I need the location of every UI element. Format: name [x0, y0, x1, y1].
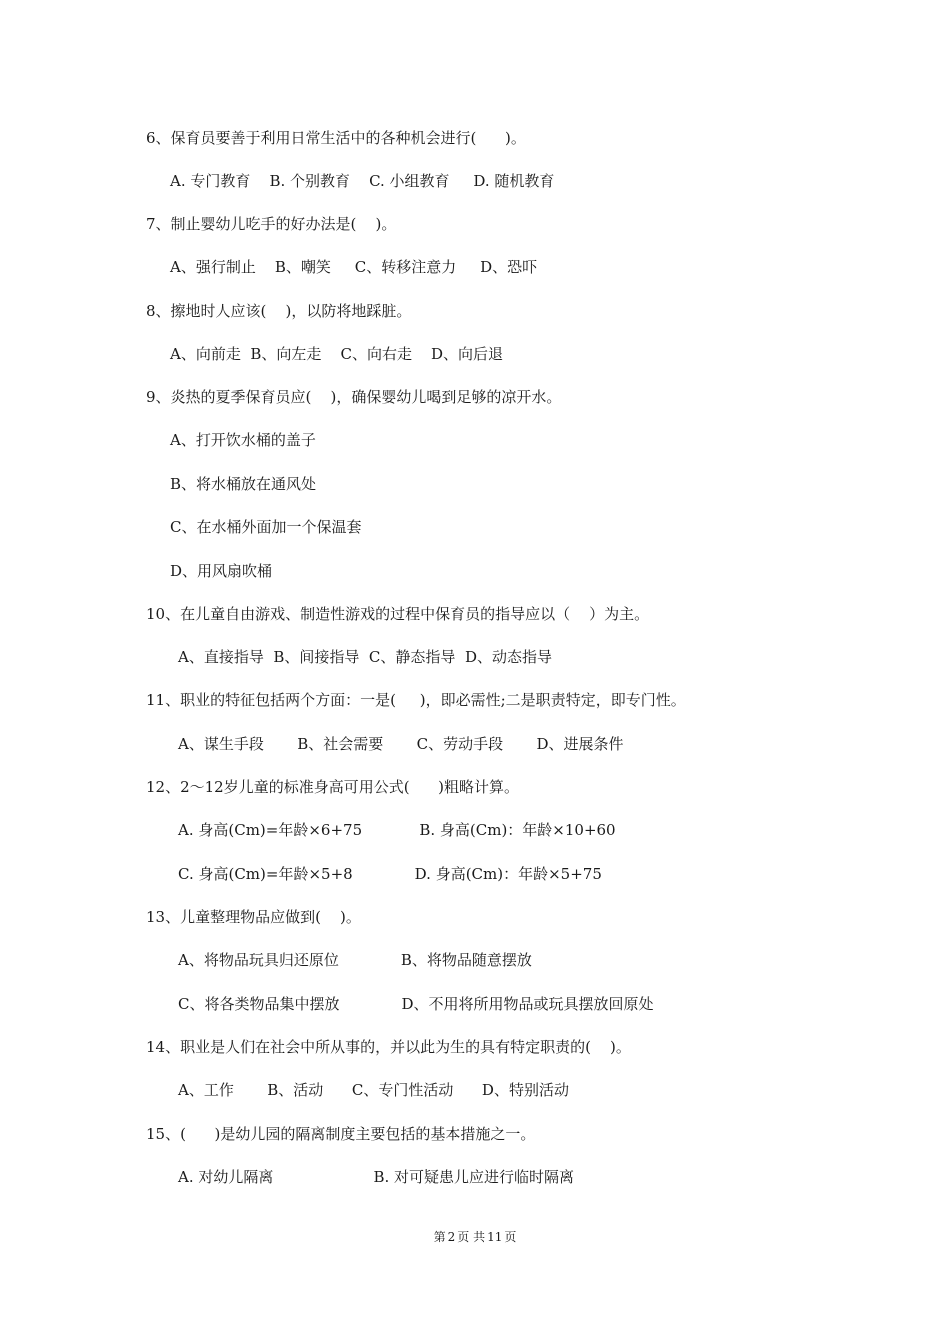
options-8: A、向前走 B、向左走 C、向右走 D、向后退 — [170, 345, 504, 363]
question-15: 15、( )是幼儿园的隔离制度主要包括的基本措施之一。 — [146, 1125, 536, 1143]
footer-suffix: 页 — [504, 1230, 517, 1244]
option-9b: B、将水桶放在通风处 — [170, 475, 317, 493]
footer-page-number: 2 — [447, 1230, 456, 1244]
options-11: A、谋生手段 B、社会需要 C、劳动手段 D、进展条件 — [178, 735, 624, 753]
option-9d: D、用风扇吹桶 — [170, 562, 273, 580]
question-12: 12、2～12岁儿童的标准身高可用公式( )粗略计算。 — [146, 778, 520, 796]
options-12-cd: C. 身高(Cm)=年龄×5+8 D. 身高(Cm)：年龄×5+75 — [178, 865, 602, 883]
footer-prefix: 第 — [433, 1230, 446, 1244]
question-9: 9、炎热的夏季保育员应( )，确保婴幼儿喝到足够的凉开水。 — [146, 388, 562, 406]
question-14: 14、职业是人们在社会中所从事的，并以此为生的具有特定职责的( )。 — [146, 1038, 631, 1056]
options-15-ab: A. 对幼儿隔离 B. 对可疑患儿应进行临时隔离 — [178, 1168, 575, 1186]
options-12-ab: A. 身高(Cm)=年龄×6+75 B. 身高(Cm)：年龄×10+60 — [178, 821, 616, 839]
options-7: A、强行制止 B、嘲笑 C、转移注意力 D、恐吓 — [170, 258, 538, 276]
options-10: A、直接指导 B、间接指导 C、静态指导 D、动态指导 — [178, 648, 552, 666]
question-13: 13、儿童整理物品应做到( )。 — [146, 908, 361, 926]
page-footer — [0, 1228, 950, 1245]
question-8: 8、擦地时人应该( )，以防将地踩脏。 — [146, 302, 412, 320]
question-7: 7、制止婴幼儿吃手的好办法是( )。 — [146, 215, 397, 233]
question-6: 6、保育员要善于利用日常生活中的各种机会进行( )。 — [146, 129, 526, 147]
options-13-ab: A、将物品玩具归还原位 B、将物品随意摆放 — [178, 951, 532, 969]
footer-middle: 页 共 — [457, 1230, 486, 1244]
footer-total-pages: 11 — [487, 1230, 503, 1244]
question-10: 10、在儿童自由游戏、制造性游戏的过程中保育员的指导应以（ ）为主。 — [146, 605, 650, 623]
options-6: A. 专门教育 B. 个别教育 C. 小组教育 D. 随机教育 — [170, 172, 555, 190]
options-13-cd: C、将各类物品集中摆放 D、不用将所用物品或玩具摆放回原处 — [178, 995, 654, 1013]
option-9c: C、在水桶外面加一个保温套 — [170, 518, 362, 536]
question-11: 11、职业的特征包括两个方面：一是( )，即必需性;二是职责特定，即专门性。 — [146, 691, 686, 709]
options-14: A、工作 B、活动 C、专门性活动 D、特别活动 — [178, 1081, 569, 1099]
option-9a: A、打开饮水桶的盖子 — [170, 431, 316, 449]
